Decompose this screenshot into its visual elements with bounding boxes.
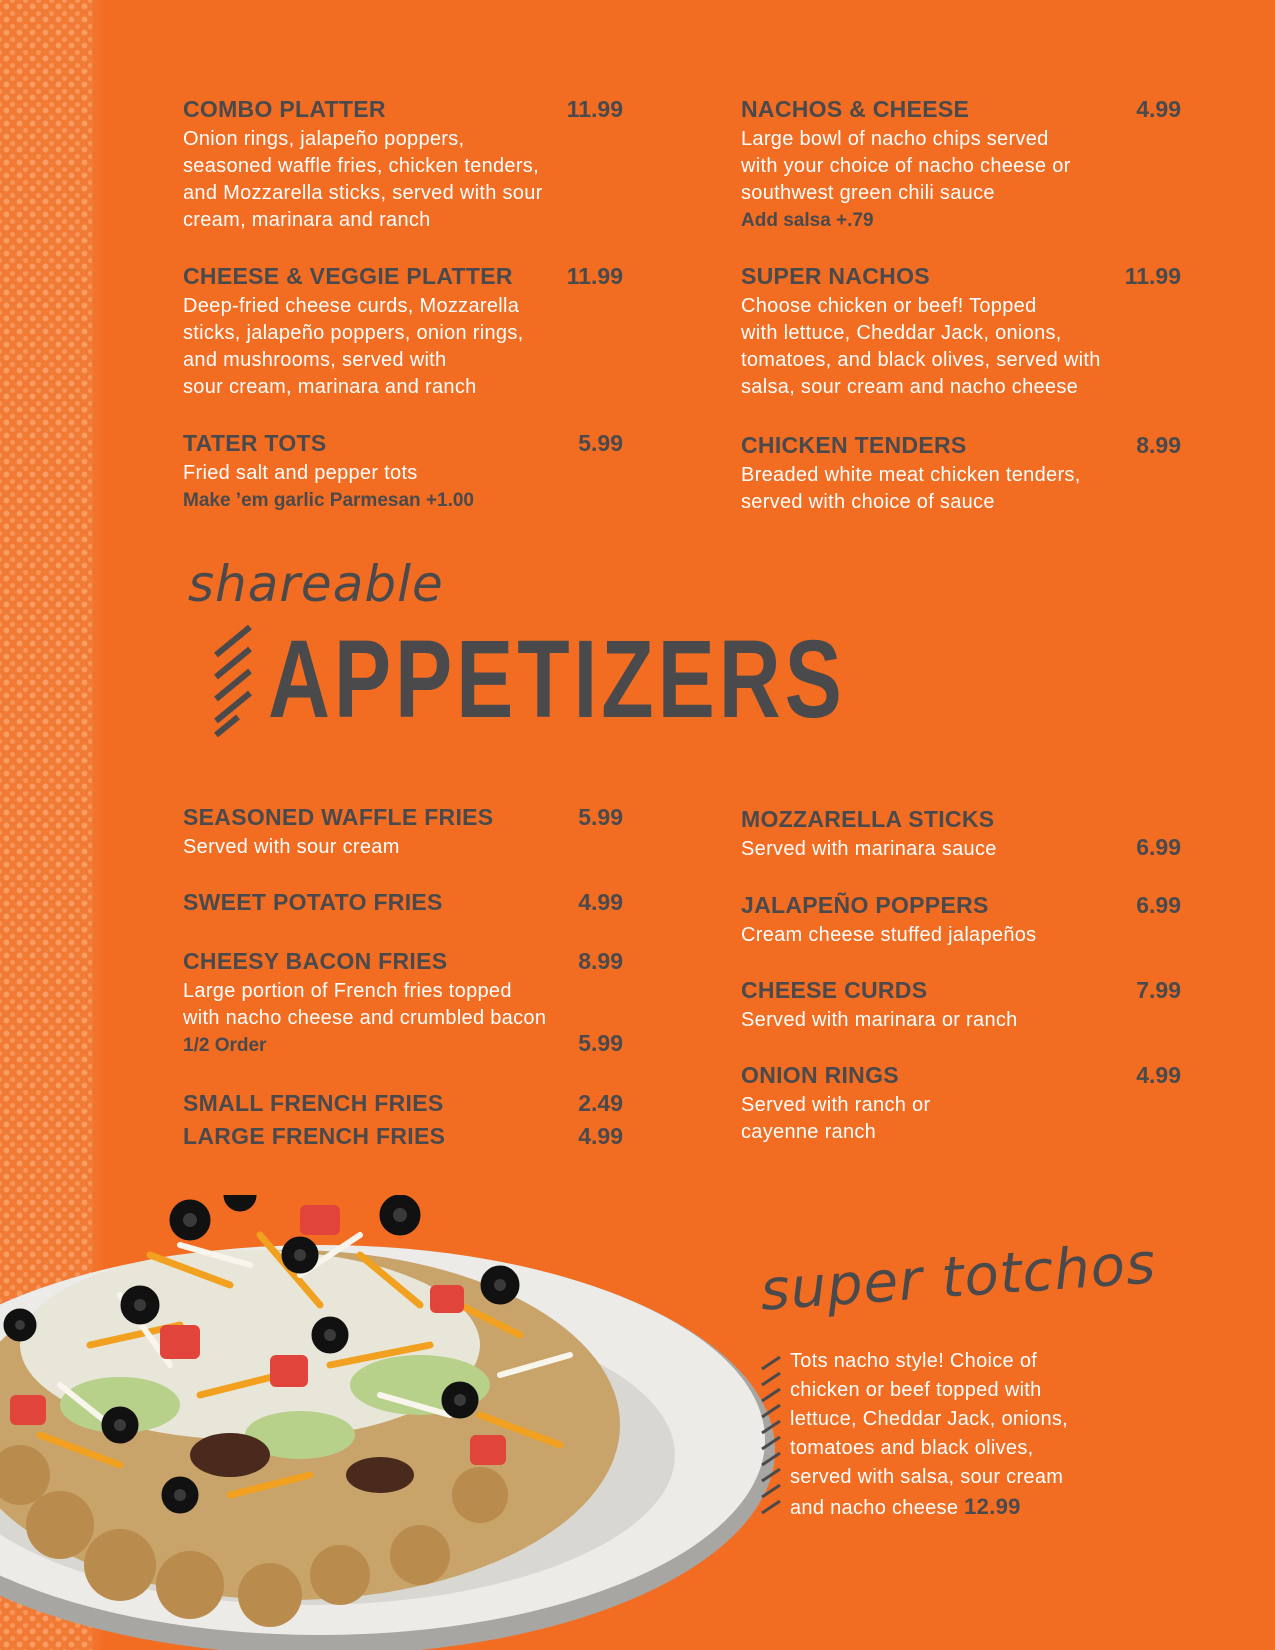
item-description: Served with marinara or ranch	[741, 1009, 1018, 1031]
item-price: 8.99	[578, 948, 623, 974]
desc-line: cayenne ranch	[741, 1121, 877, 1143]
item-description	[183, 460, 623, 487]
feature-price: 12.99	[964, 1494, 1021, 1519]
item-name: COMBO PLATTER	[183, 96, 386, 122]
desc-line: chicken or beef topped with	[790, 1379, 1042, 1401]
menu-item-super-nachos	[741, 263, 1181, 401]
item-price: 11.99	[566, 96, 623, 122]
half-order-label: 1/2 Order	[183, 1035, 267, 1056]
item-name: ONION RINGS	[741, 1062, 899, 1088]
menu-item-tater-tots	[183, 430, 623, 514]
desc-line: Deep-fried cheese curds, Mozzarella	[183, 295, 520, 317]
item-price: 4.99	[578, 1123, 623, 1149]
item-name: NACHOS & CHEESE	[741, 96, 970, 122]
item-description: Served with marinara sauce	[741, 838, 997, 860]
item-price: 11.99	[1124, 263, 1181, 289]
desc-line: with your choice of nacho cheese or	[741, 155, 1071, 177]
menu-item-onion-rings	[741, 1062, 1181, 1146]
desc-line: Large bowl of nacho chips served	[741, 128, 1049, 150]
item-description: Served with sour cream	[183, 836, 400, 858]
item-name: SUPER NACHOS	[741, 263, 930, 289]
menu-item-chicken-tenders	[741, 432, 1181, 516]
desc-line: and mushrooms, served with	[183, 349, 447, 371]
item-price: 6.99	[1136, 892, 1181, 918]
desc-line: Onion rings, jalapeño poppers,	[183, 128, 465, 150]
menu-item-cheese-curds	[741, 977, 1181, 1034]
menu-item-large-french-fries	[183, 1123, 623, 1153]
hash-marks-icon	[208, 625, 258, 737]
item-price: 5.99	[578, 430, 623, 456]
menu-item-combo-platter	[183, 96, 623, 234]
desc-line: southwest green chili sauce	[741, 182, 995, 204]
desc-line: Served with ranch or	[741, 1094, 931, 1116]
desc-line: served with salsa, sour cream	[790, 1466, 1064, 1488]
totchos-plate-photo	[0, 1195, 780, 1650]
desc-line: tomatoes, and black olives, served with	[741, 349, 1101, 371]
desc-line: Tots nacho style! Choice of	[790, 1350, 1038, 1372]
menu-item-small-french-fries	[183, 1090, 623, 1120]
desc-line: cream, marinara and ranch	[183, 209, 431, 231]
menu-item-cheesy-bacon-fries	[183, 948, 623, 1059]
item-price: 5.99	[578, 804, 623, 830]
item-name: SMALL FRENCH FRIES	[183, 1090, 444, 1116]
menu-item-sweet-potato-fries	[183, 889, 623, 919]
section-script-title: shareable	[188, 555, 444, 613]
item-price: 4.99	[578, 889, 623, 915]
desc-line: Large portion of French fries topped	[183, 980, 512, 1002]
menu-item-cheese-veggie-platter	[183, 263, 623, 401]
desc-line-last	[790, 1492, 1110, 1523]
menu-item-mozzarella-sticks	[741, 806, 1181, 863]
desc-price-row	[741, 836, 1181, 863]
desc-line: sticks, jalapeño poppers, onion rings,	[183, 322, 524, 344]
hash-marks-icon	[760, 1355, 784, 1515]
item-description	[741, 126, 1181, 207]
feature-description	[790, 1347, 1110, 1523]
desc-line: Fried salt and pepper tots	[183, 462, 418, 484]
item-name: SWEET POTATO FRIES	[183, 889, 443, 915]
menu-item-jalapeno-poppers	[741, 892, 1181, 949]
desc-line: Choose chicken or beef! Topped	[741, 295, 1037, 317]
item-description	[183, 126, 623, 234]
desc-line: tomatoes and black olives,	[790, 1437, 1034, 1459]
item-price: 6.99	[1136, 834, 1181, 860]
item-description	[741, 462, 1181, 516]
desc-line: lettuce, Cheddar Jack, onions,	[790, 1408, 1069, 1430]
item-name: LARGE FRENCH FRIES	[183, 1123, 446, 1149]
item-price: 4.99	[1136, 96, 1181, 122]
item-price: 2.49	[578, 1090, 623, 1116]
item-name: CHICKEN TENDERS	[741, 432, 967, 458]
item-addon: Make ’em garlic Parmesan +1.00	[183, 490, 474, 511]
item-description	[741, 293, 1181, 401]
desc-line: with lettuce, Cheddar Jack, onions,	[741, 322, 1062, 344]
item-description	[183, 978, 623, 1032]
item-price: 11.99	[566, 263, 623, 289]
item-name: JALAPEÑO POPPERS	[741, 892, 989, 918]
half-order-price: 5.99	[578, 1030, 623, 1056]
half-order-row	[183, 1032, 623, 1059]
item-price: 4.99	[1136, 1062, 1181, 1088]
item-name: CHEESE & VEGGIE PLATTER	[183, 263, 513, 289]
item-name: MOZZARELLA STICKS	[741, 806, 995, 832]
item-name: SEASONED WAFFLE FRIES	[183, 804, 494, 830]
desc-line: with nacho cheese and crumbled bacon	[183, 1007, 547, 1029]
item-price: 8.99	[1136, 432, 1181, 458]
desc-line: sour cream, marinara and ranch	[183, 376, 477, 398]
desc-line: served with choice of sauce	[741, 491, 995, 513]
item-description	[741, 1092, 1181, 1146]
desc-line: and Mozzarella sticks, served with sour	[183, 182, 543, 204]
item-description	[183, 293, 623, 401]
menu-item-waffle-fries	[183, 804, 623, 861]
item-name: CHEESY BACON FRIES	[183, 948, 448, 974]
item-description: Cream cheese stuffed jalapeños	[741, 924, 1037, 946]
item-price: 7.99	[1136, 977, 1181, 1003]
item-addon: Add salsa +.79	[741, 210, 874, 231]
desc-line: Breaded white meat chicken tenders,	[741, 464, 1081, 486]
menu-item-nachos-cheese	[741, 96, 1181, 234]
desc-line: salsa, sour cream and nacho cheese	[741, 376, 1079, 398]
desc-line: seasoned waffle fries, chicken tenders,	[183, 155, 539, 177]
feature-script-title: super totchos	[758, 1231, 1159, 1324]
item-name: CHEESE CURDS	[741, 977, 928, 1003]
desc-line: and nacho cheese	[790, 1497, 959, 1519]
section-title: APPETIZERS	[268, 618, 846, 741]
item-name: TATER TOTS	[183, 430, 327, 456]
